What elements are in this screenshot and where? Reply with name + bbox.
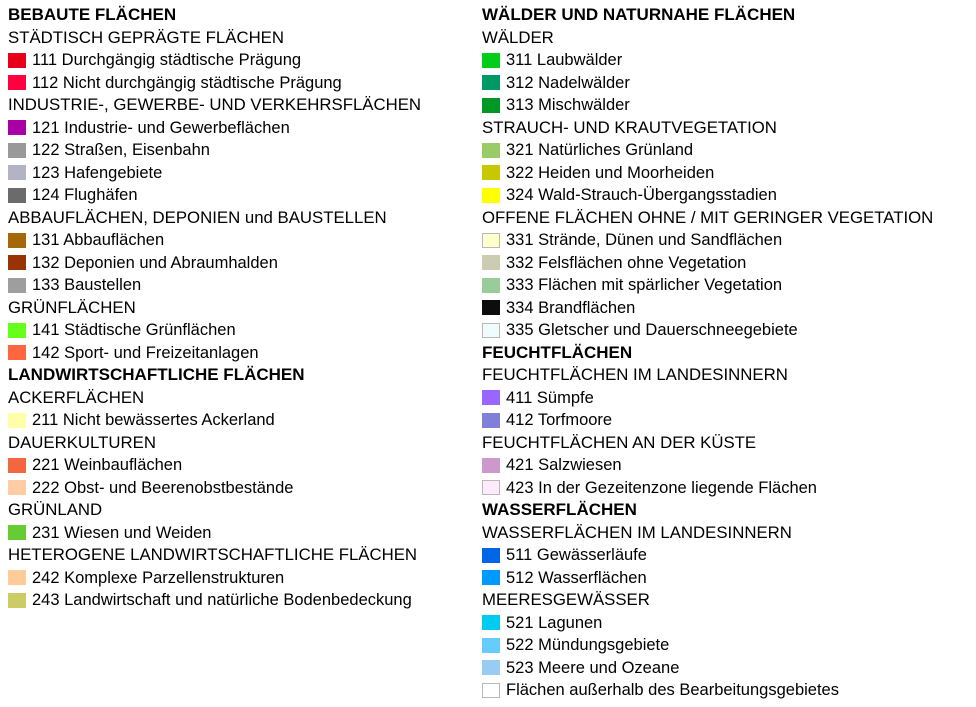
- color-swatch: [482, 570, 500, 585]
- legend-item-313-mischwaelder: [482, 94, 974, 117]
- legend-item-label: 322 Heiden und Moorheiden: [506, 163, 715, 182]
- legend-item-label: 231 Wiesen und Weiden: [32, 523, 212, 542]
- color-swatch: [482, 75, 500, 90]
- color-swatch: [8, 458, 26, 473]
- legend-item-label: 141 Städtische Grünflächen: [32, 321, 236, 339]
- legend-item-label: Flächen außerhalb des Bearbeitungsgebietes: [506, 681, 839, 699]
- color-swatch: [482, 98, 500, 113]
- subcategory-heading-staedtisch-gepraegte-flaechen: STÄDTISCH GEPRÄGTE FLÄCHEN: [8, 27, 284, 47]
- color-swatch: [482, 458, 500, 473]
- subcategory-heading-strauch-und-krautvegetation: STRAUCH- UND KRAUTVEGETATION: [482, 117, 777, 137]
- subcategory-heading-waelder: WÄLDER: [482, 27, 554, 47]
- legend-item-label: 131 Abbauflächen: [32, 231, 165, 249]
- legend-item-label: 324 Wald-Strauch-Übergangsstadien: [506, 186, 777, 204]
- legend-item-label: 112 Nicht durchgängig städtische Prägung: [32, 73, 342, 92]
- color-swatch: [482, 165, 500, 180]
- legend-item-label: 521 Lagunen: [506, 613, 603, 632]
- category-heading-feuchtflaechen: FEUCHTFLÄCHEN: [482, 342, 633, 362]
- legend-item-421-salzwiesen: [482, 454, 974, 477]
- legend-item-label: 312 Nadelwälder: [506, 73, 630, 92]
- color-swatch: [482, 480, 500, 495]
- color-swatch: [482, 390, 500, 405]
- legend-item-label: 121 Industrie- und Gewerbeflächen: [32, 118, 290, 137]
- subcategory-heading-dauerkulturen: DAUERKULTUREN: [8, 432, 156, 452]
- legend-item-141-staedtische-gruenflaechen: [8, 319, 478, 342]
- color-swatch: [482, 638, 500, 653]
- legend-item-label: 334 Brandflächen: [506, 298, 636, 317]
- category-heading-waelder-und-naturnahe-flaechen: WÄLDER UND NATURNAHE FLÄCHEN: [482, 5, 796, 24]
- color-swatch: [482, 188, 500, 203]
- legend-item-label: 321 Natürliches Grünland: [506, 141, 694, 159]
- legend-item-label: 111 Durchgängig städtische Prägung: [32, 51, 302, 69]
- legend-item-label: 123 Hafengebiete: [32, 163, 163, 182]
- legend-item-label: 335 Gletscher und Dauerschneegebiete: [506, 321, 798, 339]
- legend-item-131-abbauflaechen: [8, 229, 478, 252]
- category-heading-landwirtschaftliche-flaechen: LANDWIRTSCHAFTLICHE FLÄCHEN: [8, 365, 305, 384]
- subcategory-heading-gruenland: GRÜNLAND: [8, 500, 103, 519]
- color-swatch: [8, 525, 26, 540]
- legend-item-label: 221 Weinbauflächen: [32, 456, 183, 474]
- color-swatch: [8, 120, 26, 135]
- legend-item-122-strassen-eisenbahn: [8, 139, 478, 162]
- legend-item-423-in-der-gezeitenzone-liegende-flaechen: [482, 477, 974, 500]
- legend-item-label: 243 Landwirtschaft und natürliche Bodenbedeckung: [32, 591, 412, 609]
- legend-item-label: 523 Meere und Ozeane: [506, 658, 680, 677]
- legend-item-521-lagunen: [482, 612, 974, 635]
- subcategory-heading-feuchtflaechen-im-landesinnern: FEUCHTFLÄCHEN IM LANDESINNERN: [482, 365, 788, 384]
- color-swatch: [8, 345, 26, 360]
- legend-item-121-industrie-und-gewerbeflaechen: [8, 117, 478, 140]
- color-swatch: [8, 53, 26, 68]
- subcategory-heading-wasserflaechen-im-landesinnern: WASSERFLÄCHEN IM LANDESINNERN: [482, 522, 792, 542]
- legend-item-label: 242 Komplexe Parzellenstrukturen: [32, 568, 285, 587]
- color-swatch: [482, 53, 500, 68]
- legend-column-right: [482, 4, 974, 702]
- category-heading-bebaute-flaechen: BEBAUTE FLÄCHEN: [8, 5, 177, 24]
- color-swatch: [8, 413, 26, 428]
- legend-item-label: 333 Flächen mit spärlicher Vegetation: [506, 276, 783, 294]
- legend-item-331-straende-duenen-und-sandflaechen: [482, 229, 974, 252]
- legend-item-311-laubwaelder: [482, 49, 974, 72]
- legend-item-411-suempfe: [482, 387, 974, 410]
- legend-item-322-heiden-und-moorheiden: [482, 162, 974, 185]
- legend-item-label: 133 Baustellen: [32, 276, 142, 294]
- legend-item-123-hafengebiete: [8, 162, 478, 185]
- legend-item-flaechen-ausserhalb-des-bearbeitungsgebietes: [482, 679, 974, 702]
- legend-item-222-obst-und-beerenobstbestaende: [8, 477, 478, 500]
- category-heading-wasserflaechen: WASSERFLÄCHEN: [482, 500, 637, 519]
- legend-item-522-muendungsgebiete: [482, 634, 974, 657]
- color-swatch: [8, 255, 26, 270]
- legend-item-124-flughaefen: [8, 184, 478, 207]
- legend-item-label: 132 Deponien und Abraumhalden: [32, 253, 278, 272]
- color-swatch: [8, 278, 26, 293]
- color-swatch: [8, 323, 26, 338]
- color-swatch: [482, 548, 500, 563]
- legend-item-211-nicht-bewaessertes-ackerland: [8, 409, 478, 432]
- legend-column-left: [8, 4, 478, 612]
- color-swatch: [8, 233, 26, 248]
- color-swatch: [8, 143, 26, 158]
- legend-item-label: 124 Flughäfen: [32, 186, 138, 204]
- legend-item-label: 512 Wasserflächen: [506, 568, 647, 587]
- legend-item-335-gletscher-und-dauerschneegebiete: [482, 319, 974, 342]
- legend-item-332-felsflaechen-ohne-vegetation: [482, 252, 974, 275]
- legend-item-label: 511 Gewässerläufe: [506, 546, 647, 564]
- legend-item-312-nadelwaelder: [482, 72, 974, 95]
- subcategory-heading-meeresgewaesser: MEERESGEWÄSSER: [482, 590, 650, 609]
- legend-item-label: 421 Salzwiesen: [506, 456, 622, 474]
- legend-item-333-flaechen-mit-spaerlicher-vegetation: [482, 274, 974, 297]
- legend-item-523-meere-und-ozeane: [482, 657, 974, 680]
- subcategory-heading-abbauflaechen-deponien-und-baustellen: ABBAUFLÄCHEN, DEPONIEN und BAUSTELLEN: [8, 207, 387, 227]
- color-swatch: [482, 143, 500, 158]
- color-swatch: [8, 480, 26, 495]
- subcategory-heading-gruenflaechen: GRÜNFLÄCHEN: [8, 297, 136, 317]
- legend-item-label: 522 Mündungsgebiete: [506, 636, 670, 654]
- subcategory-heading-heterogene-landwirtschaftliche-flaechen: HETEROGENE LANDWIRTSCHAFTLICHE FLÄCHEN: [8, 545, 418, 564]
- legend-item-label: 332 Felsflächen ohne Vegetation: [506, 253, 747, 272]
- color-swatch: [482, 300, 500, 315]
- legend-item-label: 411 Sümpfe: [506, 388, 594, 407]
- color-swatch: [482, 660, 500, 675]
- legend-item-142-sport-und-freizeitanlagen: [8, 342, 478, 365]
- legend-item-334-brandflaechen: [482, 297, 974, 320]
- color-swatch: [482, 278, 500, 293]
- legend-item-111-durchgaengig-staedtische-praegung: [8, 49, 478, 72]
- legend-item-243-landwirtschaft-und-natuerliche-bodenbedeckung: [8, 589, 478, 612]
- legend-item-label: 423 In der Gezeitenzone liegende Flächen: [506, 478, 817, 497]
- color-swatch: [482, 233, 500, 248]
- legend-item-label: 311 Laubwälder: [506, 51, 623, 69]
- legend-item-label: 211 Nicht bewässertes Ackerland: [32, 411, 275, 429]
- color-swatch: [8, 165, 26, 180]
- color-swatch: [482, 683, 500, 698]
- color-swatch: [8, 570, 26, 585]
- color-swatch: [482, 615, 500, 630]
- subcategory-heading-offene-flaechen-ohne-mit-geringer-vegetation: OFFENE FLÄCHEN OHNE / MIT GERINGER VEGETATION: [482, 207, 934, 227]
- legend-item-242-komplexe-parzellenstrukturen: [8, 567, 478, 590]
- legend-item-321-natuerliches-gruenland: [482, 139, 974, 162]
- color-swatch: [482, 323, 500, 338]
- legend-item-512-wasserflaechen: [482, 567, 974, 590]
- legend-item-label: 142 Sport- und Freizeitanlagen: [32, 343, 259, 362]
- color-swatch: [8, 593, 26, 608]
- color-swatch: [8, 188, 26, 203]
- legend-item-221-weinbauflaechen: [8, 454, 478, 477]
- legend-item-324-wald-strauch-uebergangsstadien: [482, 184, 974, 207]
- subcategory-heading-ackerflaechen: ACKERFLÄCHEN: [8, 387, 145, 407]
- legend-item-511-gewaesserlaeufe: [482, 544, 974, 567]
- legend-item-label: 331 Strände, Dünen und Sandflächen: [506, 231, 783, 249]
- legend-item-label: 313 Mischwälder: [506, 96, 630, 114]
- legend-item-412-torfmoore: [482, 409, 974, 432]
- legend-item-133-baustellen: [8, 274, 478, 297]
- color-swatch: [8, 75, 26, 90]
- legend-item-label: 122 Straßen, Eisenbahn: [32, 141, 210, 159]
- legend-item-label: 412 Torfmoore: [506, 411, 613, 429]
- subcategory-heading-industrie-gewerbe-und-verkehrsflaechen: INDUSTRIE-, GEWERBE- UND VERKEHRSFLÄCHEN: [8, 95, 422, 114]
- legend-item-112-nicht-durchgaengig-staedtische-praegung: [8, 72, 478, 95]
- legend-item-label: 222 Obst- und Beerenobstbestände: [32, 478, 294, 497]
- legend-item-231-wiesen-und-weiden: [8, 522, 478, 545]
- subcategory-heading-feuchtflaechen-an-der-kueste: FEUCHTFLÄCHEN AN DER KÜSTE: [482, 432, 757, 452]
- color-swatch: [482, 255, 500, 270]
- color-swatch: [482, 413, 500, 428]
- legend-item-132-deponien-und-abraumhalden: [8, 252, 478, 275]
